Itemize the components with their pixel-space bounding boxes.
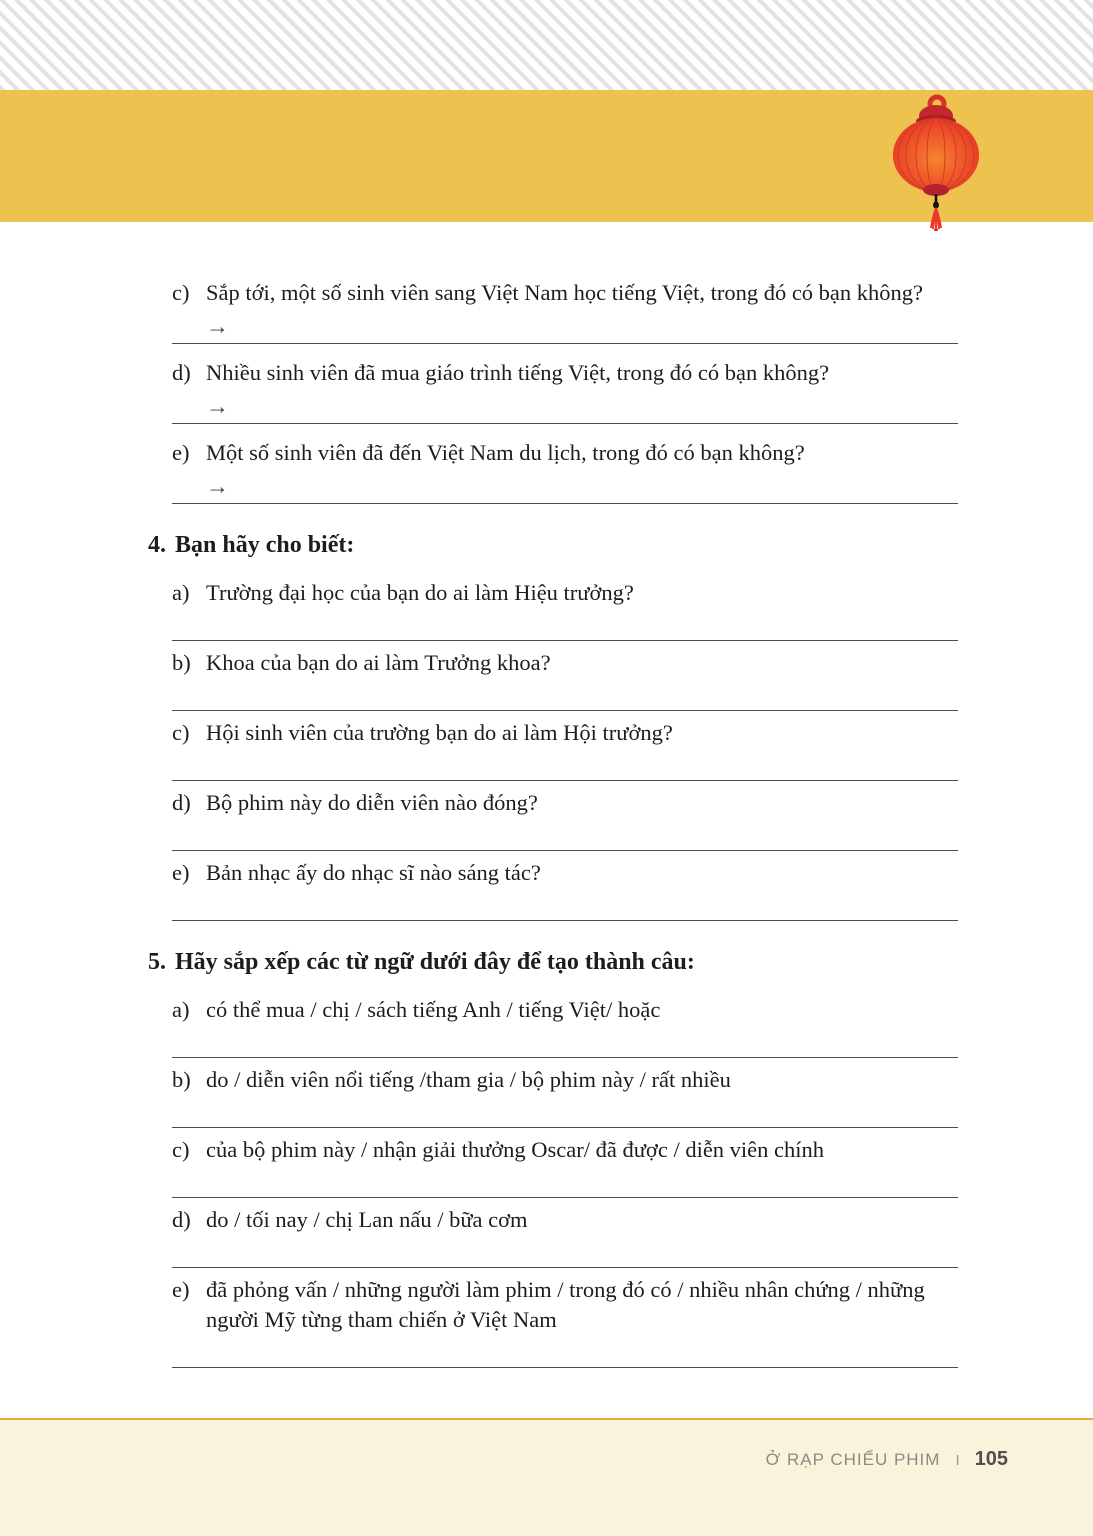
answer-arrow-icon: → bbox=[206, 394, 229, 419]
question-item bbox=[172, 858, 958, 921]
item-label: b) bbox=[172, 650, 191, 675]
question-item bbox=[172, 438, 958, 504]
question-item bbox=[172, 995, 958, 1058]
item-label: e) bbox=[172, 440, 190, 465]
exercise5-title: Hãy sắp xếp các từ ngữ dưới đây để tạo thành câu: bbox=[175, 949, 695, 975]
item-label: c) bbox=[172, 1137, 190, 1162]
question-item bbox=[172, 648, 958, 711]
item-label: a) bbox=[172, 580, 190, 605]
question-item bbox=[172, 1065, 958, 1128]
question-item bbox=[172, 358, 958, 424]
exercise3-list bbox=[148, 278, 958, 504]
item-label: e) bbox=[172, 860, 190, 885]
item-label: d) bbox=[172, 790, 191, 815]
question-item bbox=[172, 1205, 958, 1268]
item-label: d) bbox=[172, 1207, 191, 1232]
question-text: do / tối nay / chị Lan nấu / bữa cơm bbox=[206, 1207, 528, 1232]
exercise5-list bbox=[148, 995, 958, 1368]
question-text: của bộ phim này / nhận giải thưởng Oscar/ đã được / diễn viên chính bbox=[206, 1137, 825, 1162]
item-label: c) bbox=[172, 280, 190, 305]
exercise4-heading bbox=[148, 528, 958, 562]
exercise4-number: 4. bbox=[148, 532, 166, 558]
footer-page-number: 105 bbox=[974, 1448, 1008, 1470]
footer-chapter-title: Ở RẠP CHIẾU PHIM bbox=[765, 1450, 941, 1469]
exercise4-title: Bạn hãy cho biết: bbox=[175, 532, 355, 558]
item-label: d) bbox=[172, 360, 191, 385]
answer-arrow-icon: → bbox=[206, 314, 229, 339]
item-label: b) bbox=[172, 1067, 191, 1092]
question-text: có thể mua / chị / sách tiếng Anh / tiếng Việt/ hoặc bbox=[206, 997, 661, 1022]
exercise5-number: 5. bbox=[148, 949, 166, 975]
question-item bbox=[172, 1135, 958, 1198]
exercise4-list bbox=[148, 578, 958, 921]
page-content bbox=[0, 222, 1093, 1375]
diagonal-stripes-texture bbox=[0, 0, 1093, 90]
question-text: Khoa của bạn do ai làm Trưởng khoa? bbox=[206, 650, 551, 675]
page-footer bbox=[0, 1418, 1093, 1536]
question-item bbox=[172, 718, 958, 781]
item-label: c) bbox=[172, 720, 190, 745]
question-text: Một số sinh viên đã đến Việt Nam du lịch, trong đó có bạn không? bbox=[206, 440, 805, 465]
question-item bbox=[172, 578, 958, 641]
answer-arrow-icon: → bbox=[206, 474, 229, 499]
question-text: Sắp tới, một số sinh viên sang Việt Nam học tiếng Việt, trong đó có bạn không? bbox=[206, 280, 924, 305]
question-text: Nhiều sinh viên đã mua giáo trình tiếng Việt, trong đó có bạn không? bbox=[206, 360, 830, 385]
item-label: a) bbox=[172, 997, 190, 1022]
footer-separator: I bbox=[955, 1452, 960, 1469]
exercise5-heading bbox=[148, 945, 958, 979]
question-item bbox=[172, 278, 958, 344]
lantern-icon bbox=[891, 91, 981, 231]
question-text: Bản nhạc ấy do nhạc sĩ nào sáng tác? bbox=[206, 860, 541, 885]
question-item bbox=[172, 1275, 958, 1368]
question-item bbox=[172, 788, 958, 851]
item-label: e) bbox=[172, 1277, 190, 1302]
question-text: Bộ phim này do diễn viên nào đóng? bbox=[206, 790, 538, 815]
question-text: Hội sinh viên của trường bạn do ai làm Hội trưởng? bbox=[206, 720, 673, 745]
question-text: đã phỏng vấn / những người làm phim / trong đó có / nhiều nhân chứng / những người Mỹ từng tham chiến ở Việt Nam bbox=[206, 1277, 925, 1332]
question-text: Trường đại học của bạn do ai làm Hiệu trưởng? bbox=[206, 580, 634, 605]
question-text: do / diễn viên nổi tiếng /tham gia / bộ phim này / rất nhiều bbox=[206, 1067, 731, 1092]
